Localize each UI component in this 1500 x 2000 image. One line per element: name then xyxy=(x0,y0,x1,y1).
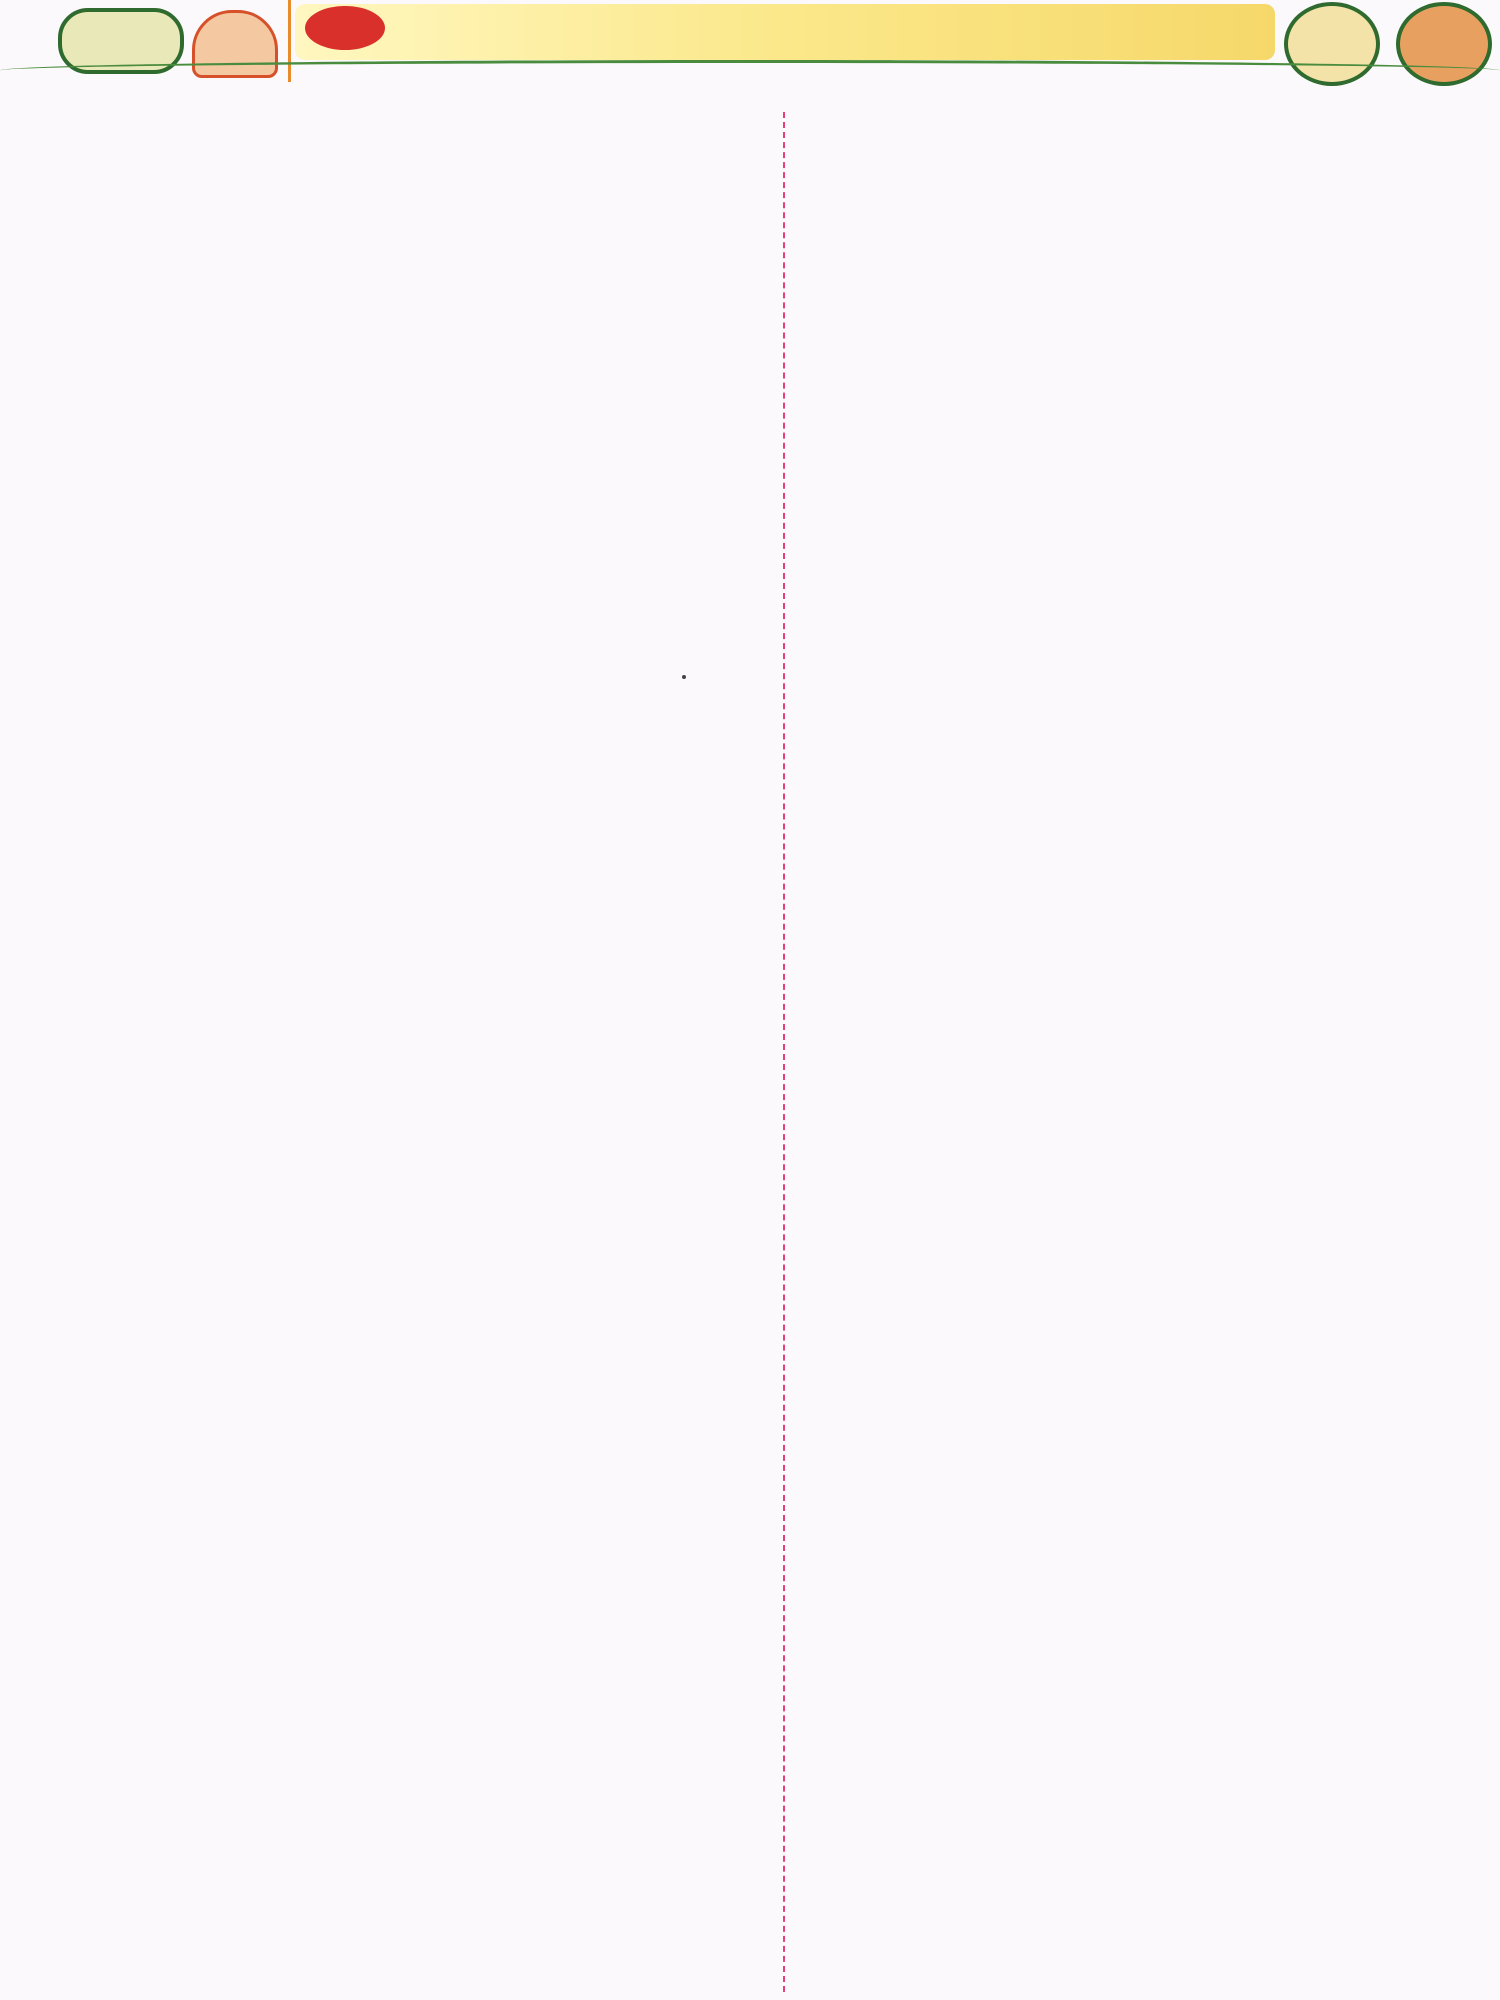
title-band xyxy=(295,4,1275,60)
column-divider xyxy=(783,112,785,1992)
ink-dot xyxy=(682,675,686,679)
right-column xyxy=(800,100,1490,110)
header-arc xyxy=(0,60,1500,81)
brand-bubble xyxy=(305,6,385,50)
